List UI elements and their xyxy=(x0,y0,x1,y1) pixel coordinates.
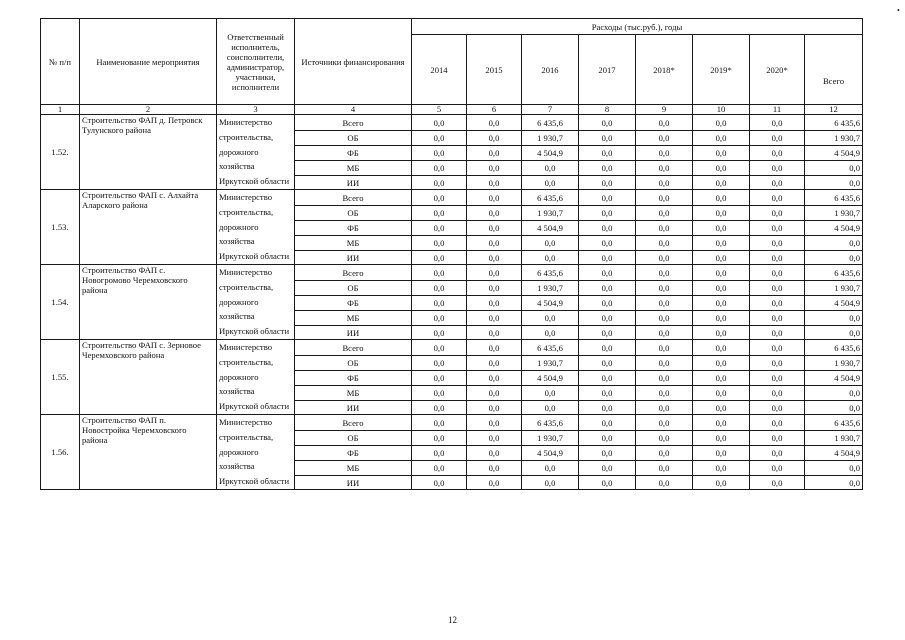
column-number: 10 xyxy=(693,105,750,115)
value-cell: 0,0 xyxy=(750,161,805,176)
value-cell: 0,0 xyxy=(579,461,636,476)
value-cell: 0,0 xyxy=(693,221,750,236)
value-cell: 0,0 xyxy=(412,446,467,461)
value-cell: 1 930,7 xyxy=(522,431,579,446)
source-label: МБ xyxy=(295,161,412,176)
table-row xyxy=(41,415,863,431)
value-cell: 0,0 xyxy=(467,146,522,161)
page-number: 12 xyxy=(448,615,457,625)
value-cell: 0,0 xyxy=(693,236,750,251)
source-label: МБ xyxy=(295,461,412,476)
value-cell: 0,0 xyxy=(522,401,579,415)
value-cell: 0,0 xyxy=(522,326,579,340)
value-cell: 0,0 xyxy=(412,221,467,236)
item-number: 1.53. xyxy=(41,190,80,265)
value-cell: 0,0 xyxy=(693,296,750,311)
total-cell: 0,0 xyxy=(805,236,863,251)
value-cell: 0,0 xyxy=(522,311,579,326)
header-year: 2015 xyxy=(467,35,522,105)
value-cell: 0,0 xyxy=(579,146,636,161)
value-cell: 0,0 xyxy=(579,446,636,461)
value-cell: 0,0 xyxy=(693,340,750,356)
value-cell: 0,0 xyxy=(693,161,750,176)
header-year-total: Всего xyxy=(805,35,863,105)
source-label: ИИ xyxy=(295,476,412,490)
value-cell: 6 435,6 xyxy=(522,415,579,431)
value-cell: 4 504,9 xyxy=(522,146,579,161)
value-cell: 0,0 xyxy=(579,236,636,251)
value-cell: 0,0 xyxy=(750,236,805,251)
value-cell: 1 930,7 xyxy=(522,131,579,146)
value-cell: 0,0 xyxy=(412,115,467,131)
value-cell: 0,0 xyxy=(467,115,522,131)
value-cell: 0,0 xyxy=(636,206,693,221)
column-number: 7 xyxy=(522,105,579,115)
value-cell: 0,0 xyxy=(467,161,522,176)
source-label: ИИ xyxy=(295,401,412,415)
value-cell: 0,0 xyxy=(467,131,522,146)
value-cell: 0,0 xyxy=(412,296,467,311)
value-cell: 0,0 xyxy=(693,401,750,415)
value-cell: 0,0 xyxy=(693,311,750,326)
value-cell: 0,0 xyxy=(467,415,522,431)
value-cell: 0,0 xyxy=(750,115,805,131)
value-cell: 0,0 xyxy=(579,115,636,131)
value-cell: 6 435,6 xyxy=(522,340,579,356)
table-row xyxy=(41,265,863,281)
value-cell: 0,0 xyxy=(750,296,805,311)
value-cell: 0,0 xyxy=(522,251,579,265)
value-cell: 0,0 xyxy=(467,326,522,340)
value-cell: 0,0 xyxy=(579,281,636,296)
value-cell: 0,0 xyxy=(750,265,805,281)
item-executor: Министерство строительства, дорожного хозяйства Иркутской области xyxy=(217,115,295,190)
value-cell: 0,0 xyxy=(579,476,636,490)
source-label: ОБ xyxy=(295,431,412,446)
value-cell: 6 435,6 xyxy=(522,265,579,281)
header-year: 2020* xyxy=(750,35,805,105)
value-cell: 0,0 xyxy=(467,461,522,476)
header-name: Наименование мероприятия xyxy=(80,19,217,105)
column-number: 5 xyxy=(412,105,467,115)
value-cell: 0,0 xyxy=(412,401,467,415)
total-cell: 1 930,7 xyxy=(805,131,863,146)
value-cell: 0,0 xyxy=(467,386,522,401)
value-cell: 0,0 xyxy=(522,236,579,251)
value-cell: 0,0 xyxy=(693,371,750,386)
value-cell: 0,0 xyxy=(750,326,805,340)
total-cell: 0,0 xyxy=(805,176,863,190)
source-label: МБ xyxy=(295,311,412,326)
value-cell: 0,0 xyxy=(693,431,750,446)
value-cell: 0,0 xyxy=(750,401,805,415)
value-cell: 0,0 xyxy=(636,161,693,176)
value-cell: 0,0 xyxy=(579,311,636,326)
value-cell: 4 504,9 xyxy=(522,296,579,311)
value-cell: 0,0 xyxy=(693,115,750,131)
value-cell: 0,0 xyxy=(412,356,467,371)
value-cell: 0,0 xyxy=(579,265,636,281)
header-executor: Ответственный исполнитель, соисполнители, администратор, участники, исполнители xyxy=(217,19,295,105)
value-cell: 0,0 xyxy=(467,401,522,415)
item-name: Строительство ФАП с. Новогромово Черемховского района xyxy=(80,265,217,340)
value-cell: 0,0 xyxy=(579,326,636,340)
header-year: 2016 xyxy=(522,35,579,105)
value-cell: 6 435,6 xyxy=(522,190,579,206)
value-cell: 0,0 xyxy=(693,146,750,161)
value-cell: 0,0 xyxy=(750,386,805,401)
source-label: ФБ xyxy=(295,296,412,311)
value-cell: 0,0 xyxy=(636,446,693,461)
value-cell: 0,0 xyxy=(750,431,805,446)
source-label: МБ xyxy=(295,236,412,251)
total-cell: 6 435,6 xyxy=(805,265,863,281)
header-year: 2017 xyxy=(579,35,636,105)
value-cell: 0,0 xyxy=(750,461,805,476)
value-cell: 0,0 xyxy=(636,176,693,190)
source-label: ОБ xyxy=(295,131,412,146)
item-name: Строительство ФАП с. Алхайта Аларского района xyxy=(80,190,217,265)
value-cell: 0,0 xyxy=(412,190,467,206)
source-label: ИИ xyxy=(295,176,412,190)
value-cell: 0,0 xyxy=(412,371,467,386)
source-label: ОБ xyxy=(295,281,412,296)
value-cell: 0,0 xyxy=(579,221,636,236)
total-cell: 6 435,6 xyxy=(805,115,863,131)
value-cell: 0,0 xyxy=(693,476,750,490)
total-cell: 0,0 xyxy=(805,161,863,176)
value-cell: 0,0 xyxy=(579,206,636,221)
value-cell: 0,0 xyxy=(579,401,636,415)
value-cell: 1 930,7 xyxy=(522,206,579,221)
value-cell: 0,0 xyxy=(693,415,750,431)
value-cell: 0,0 xyxy=(467,431,522,446)
value-cell: 0,0 xyxy=(636,340,693,356)
header-year: 2014 xyxy=(412,35,467,105)
value-cell: 6 435,6 xyxy=(522,115,579,131)
value-cell: 0,0 xyxy=(636,251,693,265)
item-number: 1.55. xyxy=(41,340,80,415)
item-executor: Министерство строительства, дорожного хозяйства Иркутской области xyxy=(217,340,295,415)
value-cell: 4 504,9 xyxy=(522,371,579,386)
value-cell: 0,0 xyxy=(750,190,805,206)
value-cell: 0,0 xyxy=(636,431,693,446)
value-cell: 0,0 xyxy=(579,415,636,431)
column-number: 2 xyxy=(80,105,217,115)
source-label: ИИ xyxy=(295,326,412,340)
value-cell: 0,0 xyxy=(636,265,693,281)
table-row xyxy=(41,340,863,356)
item-number: 1.52. xyxy=(41,115,80,190)
source-label: Всего xyxy=(295,415,412,431)
value-cell: 0,0 xyxy=(693,461,750,476)
value-cell: 0,0 xyxy=(750,415,805,431)
total-cell: 4 504,9 xyxy=(805,446,863,461)
value-cell: 0,0 xyxy=(412,146,467,161)
value-cell: 0,0 xyxy=(467,476,522,490)
value-cell: 0,0 xyxy=(522,476,579,490)
value-cell: 0,0 xyxy=(467,206,522,221)
value-cell: 0,0 xyxy=(467,281,522,296)
value-cell: 0,0 xyxy=(579,340,636,356)
value-cell: 0,0 xyxy=(693,265,750,281)
corner-mark: • xyxy=(897,6,900,15)
value-cell: 0,0 xyxy=(750,356,805,371)
value-cell: 0,0 xyxy=(750,340,805,356)
source-label: Всего xyxy=(295,340,412,356)
value-cell: 0,0 xyxy=(412,161,467,176)
source-label: МБ xyxy=(295,386,412,401)
value-cell: 0,0 xyxy=(579,431,636,446)
total-cell: 0,0 xyxy=(805,311,863,326)
value-cell: 0,0 xyxy=(467,251,522,265)
total-cell: 0,0 xyxy=(805,401,863,415)
source-label: Всего xyxy=(295,265,412,281)
value-cell: 0,0 xyxy=(693,131,750,146)
value-cell: 4 504,9 xyxy=(522,221,579,236)
value-cell: 0,0 xyxy=(412,236,467,251)
value-cell: 0,0 xyxy=(693,446,750,461)
header-source: Источники финансирования xyxy=(295,19,412,105)
source-label: ФБ xyxy=(295,446,412,461)
table-row xyxy=(41,190,863,206)
value-cell: 0,0 xyxy=(693,251,750,265)
value-cell: 0,0 xyxy=(693,190,750,206)
item-name: Строительство ФАП п. Новостройка Черемховского района xyxy=(80,415,217,490)
value-cell: 0,0 xyxy=(467,265,522,281)
value-cell: 0,0 xyxy=(693,386,750,401)
source-label: ФБ xyxy=(295,371,412,386)
value-cell: 0,0 xyxy=(522,176,579,190)
value-cell: 0,0 xyxy=(579,190,636,206)
value-cell: 0,0 xyxy=(467,340,522,356)
value-cell: 0,0 xyxy=(412,476,467,490)
source-label: ОБ xyxy=(295,356,412,371)
total-cell: 0,0 xyxy=(805,476,863,490)
value-cell: 0,0 xyxy=(579,296,636,311)
column-number: 1 xyxy=(41,105,80,115)
value-cell: 0,0 xyxy=(412,431,467,446)
value-cell: 0,0 xyxy=(636,131,693,146)
value-cell: 0,0 xyxy=(412,386,467,401)
value-cell: 0,0 xyxy=(412,176,467,190)
value-cell: 0,0 xyxy=(750,251,805,265)
source-label: Всего xyxy=(295,115,412,131)
total-cell: 0,0 xyxy=(805,326,863,340)
column-number: 8 xyxy=(579,105,636,115)
total-cell: 0,0 xyxy=(805,386,863,401)
value-cell: 0,0 xyxy=(636,415,693,431)
column-number: 4 xyxy=(295,105,412,115)
total-cell: 4 504,9 xyxy=(805,296,863,311)
value-cell: 0,0 xyxy=(750,146,805,161)
value-cell: 0,0 xyxy=(579,251,636,265)
value-cell: 0,0 xyxy=(467,176,522,190)
value-cell: 0,0 xyxy=(467,371,522,386)
total-cell: 4 504,9 xyxy=(805,146,863,161)
total-cell: 4 504,9 xyxy=(805,221,863,236)
item-executor: Министерство строительства, дорожного хозяйства Иркутской области xyxy=(217,415,295,490)
value-cell: 0,0 xyxy=(636,386,693,401)
value-cell: 0,0 xyxy=(522,161,579,176)
value-cell: 0,0 xyxy=(467,311,522,326)
item-number: 1.54. xyxy=(41,265,80,340)
value-cell: 0,0 xyxy=(467,356,522,371)
source-label: Всего xyxy=(295,190,412,206)
item-name: Строительство ФАП д. Петровск Тулунского района xyxy=(80,115,217,190)
value-cell: 0,0 xyxy=(636,461,693,476)
value-cell: 0,0 xyxy=(636,190,693,206)
total-cell: 1 930,7 xyxy=(805,356,863,371)
value-cell: 0,0 xyxy=(750,446,805,461)
value-cell: 0,0 xyxy=(636,356,693,371)
value-cell: 0,0 xyxy=(750,221,805,236)
value-cell: 0,0 xyxy=(636,311,693,326)
value-cell: 0,0 xyxy=(636,401,693,415)
value-cell: 0,0 xyxy=(522,461,579,476)
value-cell: 1 930,7 xyxy=(522,356,579,371)
source-label: ИИ xyxy=(295,251,412,265)
header-year: 2018* xyxy=(636,35,693,105)
value-cell: 0,0 xyxy=(636,371,693,386)
value-cell: 0,0 xyxy=(693,176,750,190)
total-cell: 6 435,6 xyxy=(805,340,863,356)
column-number: 3 xyxy=(217,105,295,115)
value-cell: 0,0 xyxy=(750,476,805,490)
header-num: № п/п xyxy=(41,19,80,105)
value-cell: 0,0 xyxy=(412,340,467,356)
total-cell: 4 504,9 xyxy=(805,371,863,386)
expenses-table xyxy=(40,18,863,490)
value-cell: 0,0 xyxy=(693,356,750,371)
value-cell: 0,0 xyxy=(750,176,805,190)
value-cell: 0,0 xyxy=(693,326,750,340)
column-number: 12 xyxy=(805,105,863,115)
value-cell: 0,0 xyxy=(467,446,522,461)
source-label: ОБ xyxy=(295,206,412,221)
total-cell: 6 435,6 xyxy=(805,190,863,206)
value-cell: 0,0 xyxy=(636,221,693,236)
source-label: ФБ xyxy=(295,146,412,161)
value-cell: 0,0 xyxy=(693,206,750,221)
value-cell: 0,0 xyxy=(636,326,693,340)
item-executor: Министерство строительства, дорожного хозяйства Иркутской области xyxy=(217,265,295,340)
value-cell: 0,0 xyxy=(693,281,750,296)
value-cell: 0,0 xyxy=(467,236,522,251)
value-cell: 0,0 xyxy=(579,371,636,386)
value-cell: 0,0 xyxy=(412,281,467,296)
total-cell: 1 930,7 xyxy=(805,206,863,221)
value-cell: 0,0 xyxy=(467,190,522,206)
header-expenses: Расходы (тыс.руб.), годы xyxy=(412,19,863,35)
value-cell: 1 930,7 xyxy=(522,281,579,296)
value-cell: 0,0 xyxy=(750,131,805,146)
value-cell: 0,0 xyxy=(636,296,693,311)
value-cell: 0,0 xyxy=(750,206,805,221)
value-cell: 0,0 xyxy=(750,311,805,326)
item-executor: Министерство строительства, дорожного хозяйства Иркутской области xyxy=(217,190,295,265)
table-row xyxy=(41,115,863,131)
value-cell: 4 504,9 xyxy=(522,446,579,461)
header-year: 2019* xyxy=(693,35,750,105)
value-cell: 0,0 xyxy=(412,251,467,265)
value-cell: 0,0 xyxy=(412,326,467,340)
value-cell: 0,0 xyxy=(412,461,467,476)
value-cell: 0,0 xyxy=(636,115,693,131)
value-cell: 0,0 xyxy=(579,386,636,401)
value-cell: 0,0 xyxy=(522,386,579,401)
column-number: 9 xyxy=(636,105,693,115)
total-cell: 0,0 xyxy=(805,251,863,265)
value-cell: 0,0 xyxy=(579,131,636,146)
item-number: 1.56. xyxy=(41,415,80,490)
value-cell: 0,0 xyxy=(467,221,522,236)
column-number: 11 xyxy=(750,105,805,115)
value-cell: 0,0 xyxy=(636,236,693,251)
total-cell: 0,0 xyxy=(805,461,863,476)
value-cell: 0,0 xyxy=(412,415,467,431)
value-cell: 0,0 xyxy=(579,356,636,371)
source-label: ФБ xyxy=(295,221,412,236)
value-cell: 0,0 xyxy=(750,281,805,296)
value-cell: 0,0 xyxy=(412,265,467,281)
value-cell: 0,0 xyxy=(412,206,467,221)
total-cell: 1 930,7 xyxy=(805,431,863,446)
column-number: 6 xyxy=(467,105,522,115)
total-cell: 1 930,7 xyxy=(805,281,863,296)
total-cell: 6 435,6 xyxy=(805,415,863,431)
value-cell: 0,0 xyxy=(412,311,467,326)
value-cell: 0,0 xyxy=(412,131,467,146)
value-cell: 0,0 xyxy=(636,146,693,161)
item-name: Строительство ФАП с. Зерновое Черемховского района xyxy=(80,340,217,415)
value-cell: 0,0 xyxy=(467,296,522,311)
value-cell: 0,0 xyxy=(636,281,693,296)
value-cell: 0,0 xyxy=(636,476,693,490)
value-cell: 0,0 xyxy=(750,371,805,386)
value-cell: 0,0 xyxy=(579,176,636,190)
value-cell: 0,0 xyxy=(579,161,636,176)
